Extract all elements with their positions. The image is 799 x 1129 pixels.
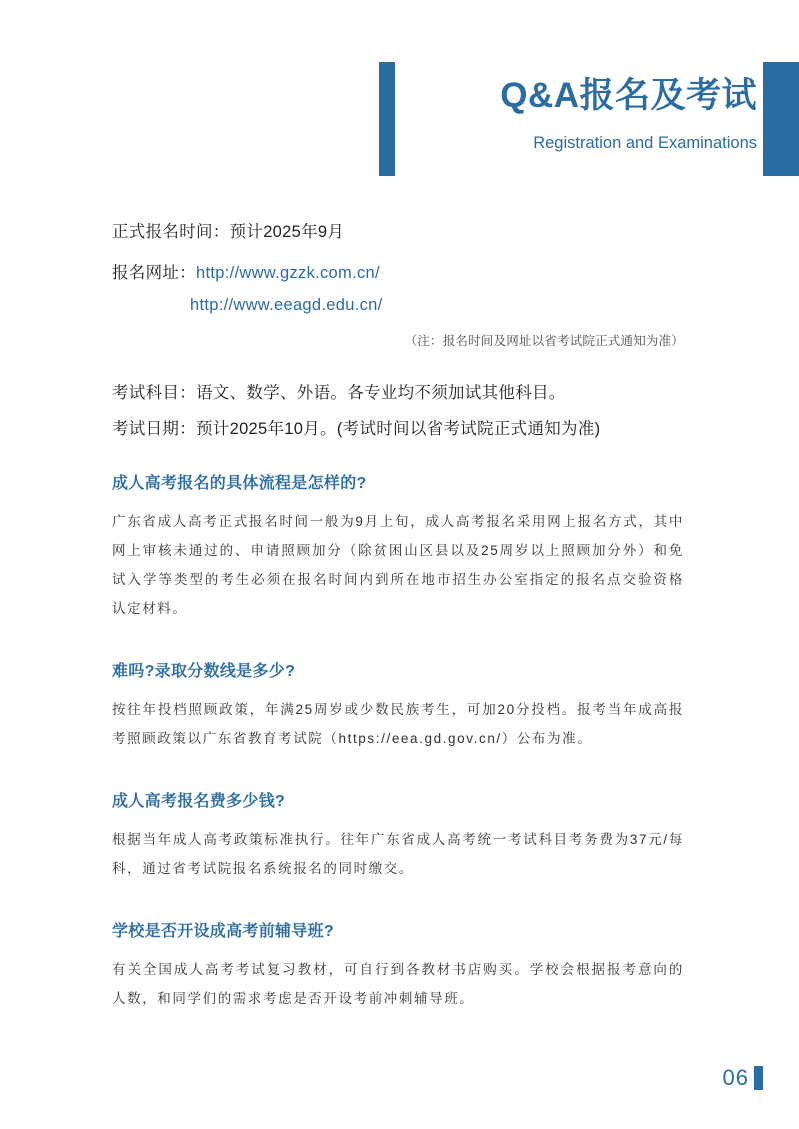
qa-item-2 — [112, 657, 684, 753]
registration-site-label: 报名网址： — [112, 264, 196, 282]
qa-item-3 — [112, 787, 684, 883]
page-title: Q&A报名及考试 — [500, 76, 757, 115]
registration-url-row-1 — [112, 257, 684, 289]
page-number-accent-tab — [754, 1066, 763, 1090]
qa-item-1 — [112, 469, 684, 623]
qa-question-1: 成人高考报名的具体流程是怎样的? — [112, 475, 367, 492]
qa-answer-4: 有关全国成人高考考试复习教材，可自行到各教材书店购买。学校会根据报考意向的人数，和同学们的需求考虑是否开设考前冲刺辅导班。 — [112, 962, 684, 1006]
qa-question-4: 学校是否开设成高考前辅导班? — [112, 923, 334, 940]
header-accent-bar-right — [763, 62, 799, 176]
page-header — [379, 62, 799, 176]
header-accent-bar-left — [379, 62, 395, 176]
exam-subjects-line: 考试科目：语文、数学、外语。各专业均不须加试其他科目。 — [112, 384, 566, 402]
qa-question-2: 难吗?录取分数线是多少? — [112, 663, 296, 680]
qa-answer-1: 广东省成人高考正式报名时间一般为9月上旬，成人高考报名采用网上报名方式，其中网上审核未通过的、申请照顾加分（除贫困山区县以及25周岁以上照顾加分外）和免试入学等类型的考生必须在报名时间内到所在地市招生办公室指定的报名点交验资格认定材料。 — [112, 514, 684, 616]
qa-answer-3: 根据当年成人高考政策标准执行。往年广东省成人高考统一考试科目考务费为37元/每科，通过省考试院报名系统报名的同时缴交。 — [112, 832, 684, 876]
page-subtitle: Registration and Examinations — [533, 134, 757, 152]
exam-info — [112, 375, 684, 447]
qa-item-4 — [112, 917, 684, 1013]
registration-url-link-1[interactable]: http://www.gzzk.com.cn/ — [196, 264, 380, 282]
registration-url-row-2 — [112, 289, 684, 321]
qa-question-3: 成人高考报名费多少钱? — [112, 793, 286, 810]
registration-time-line: 正式报名时间：预计2025年9月 — [112, 223, 345, 241]
registration-note: （注：报名时间及网址以省考试院正式通知为准） — [404, 334, 684, 348]
main-content — [112, 215, 684, 1013]
qa-answer-2: 按往年投档照顾政策，年满25周岁或少数民族考生，可加20分投档。报考当年成高报考照顾政策以广东省教育考试院（https://eea.gd.gov.cn/）公布为准。 — [112, 702, 684, 746]
page-number: 06 — [722, 1065, 749, 1090]
registration-urls — [112, 257, 684, 321]
exam-date-line: 考试日期：预计2025年10月。(考试时间以省考试院正式通知为准) — [112, 420, 601, 438]
registration-url-link-2[interactable]: http://www.eeagd.edu.cn/ — [190, 296, 383, 314]
page-footer — [723, 1065, 763, 1091]
header-text-group — [401, 62, 757, 156]
